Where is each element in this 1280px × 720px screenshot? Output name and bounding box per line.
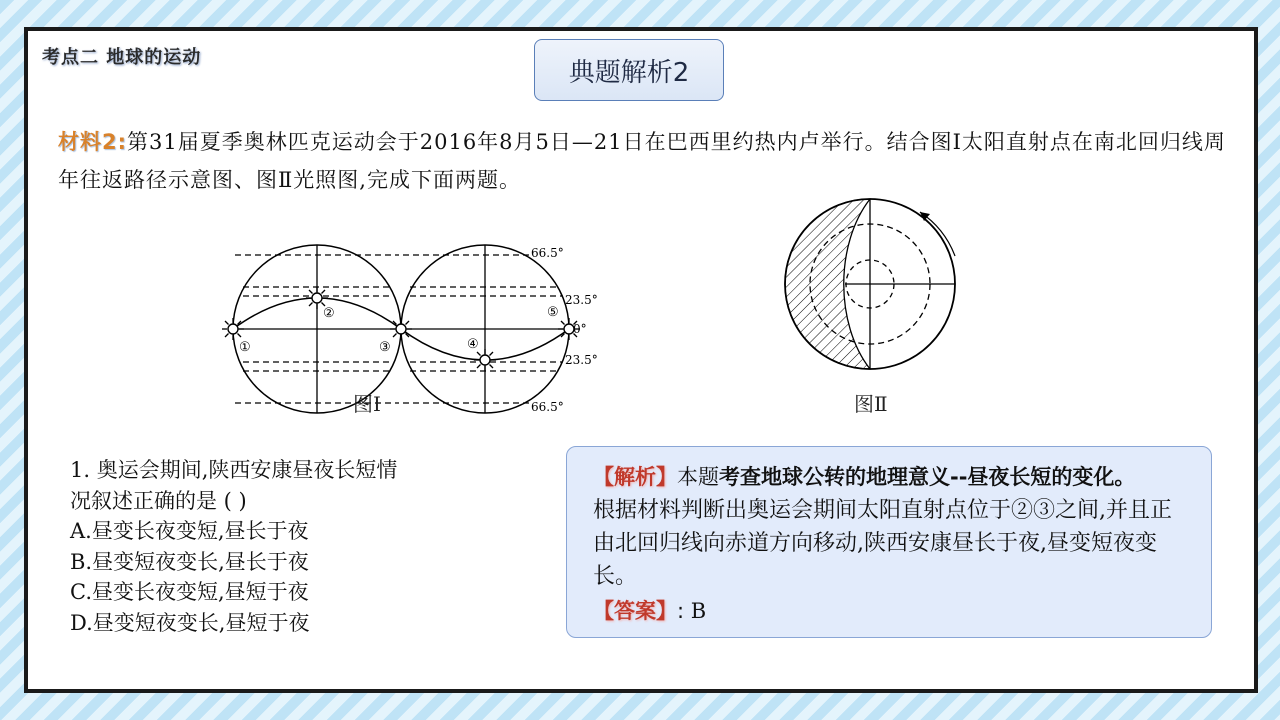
point-label-5: ⑤ — [547, 305, 559, 320]
option-d: D.昼变短夜变长,昼短于夜 — [70, 610, 310, 635]
point-label-3: ③ — [379, 340, 391, 355]
option-a: A.昼变长夜变短,昼长于夜 — [70, 519, 309, 543]
lat-label-23s: 23.5° — [565, 353, 598, 367]
slide-title: 典题解析2 — [534, 39, 724, 101]
figure-2-diagram — [780, 194, 960, 374]
section-label: 考点二 地球的运动 — [42, 47, 202, 68]
analysis-body: 根据材料判断出奥运会期间太阳直射点位于②③之间,并且正由北回归线向赤道方向移动,陕西安康昼长于夜,昼变短夜变长。 — [593, 498, 1172, 589]
figure-2-caption: 图Ⅱ — [854, 392, 888, 416]
material-text — [58, 123, 1238, 199]
answer-value: B — [690, 599, 707, 623]
question-stem-line-1: 1. 奥运会期间,陕西安康昼夜长短情 — [70, 458, 398, 482]
question-stem-line-2: 况叙述正确的是 ( ) — [70, 488, 247, 513]
lat-label-23n: 23.5° — [565, 293, 598, 307]
lat-label-66n: 66.5° — [531, 246, 564, 260]
option-b: B.昼变短夜变长,昼长于夜 — [70, 549, 309, 574]
question-block — [70, 455, 490, 638]
material-tag: 材料2: — [58, 130, 128, 154]
analysis-prefix: 本题 — [677, 465, 719, 489]
slide — [24, 27, 1258, 693]
point-label-2: ② — [323, 306, 335, 321]
answer-tag: 【答案】 — [593, 599, 677, 623]
point-label-4: ④ — [467, 337, 479, 352]
figure-1-caption: 图Ⅰ — [353, 392, 381, 416]
lat-label-66s: 66.5° — [531, 400, 564, 414]
analysis-tag: 【解析】 — [593, 465, 677, 489]
answer-box — [566, 446, 1212, 638]
material-body: 第31届夏季奥林匹克运动会于2016年8月5日—21日在巴西里约热内卢举行。结合图Ⅰ太阳直射点在南北回归线周年往返路径示意图、图Ⅱ光照图,完成下面两题。 — [58, 130, 1226, 192]
answer-separator: : — [677, 599, 691, 623]
point-label-1: ① — [239, 340, 251, 355]
analysis-focus: 考查地球公转的地理意义--昼夜长短的变化。 — [719, 465, 1136, 489]
lat-label-0: 0° — [573, 322, 587, 336]
figure-1-diagram — [193, 213, 598, 414]
option-c: C.昼变长夜变短,昼短于夜 — [70, 580, 309, 604]
